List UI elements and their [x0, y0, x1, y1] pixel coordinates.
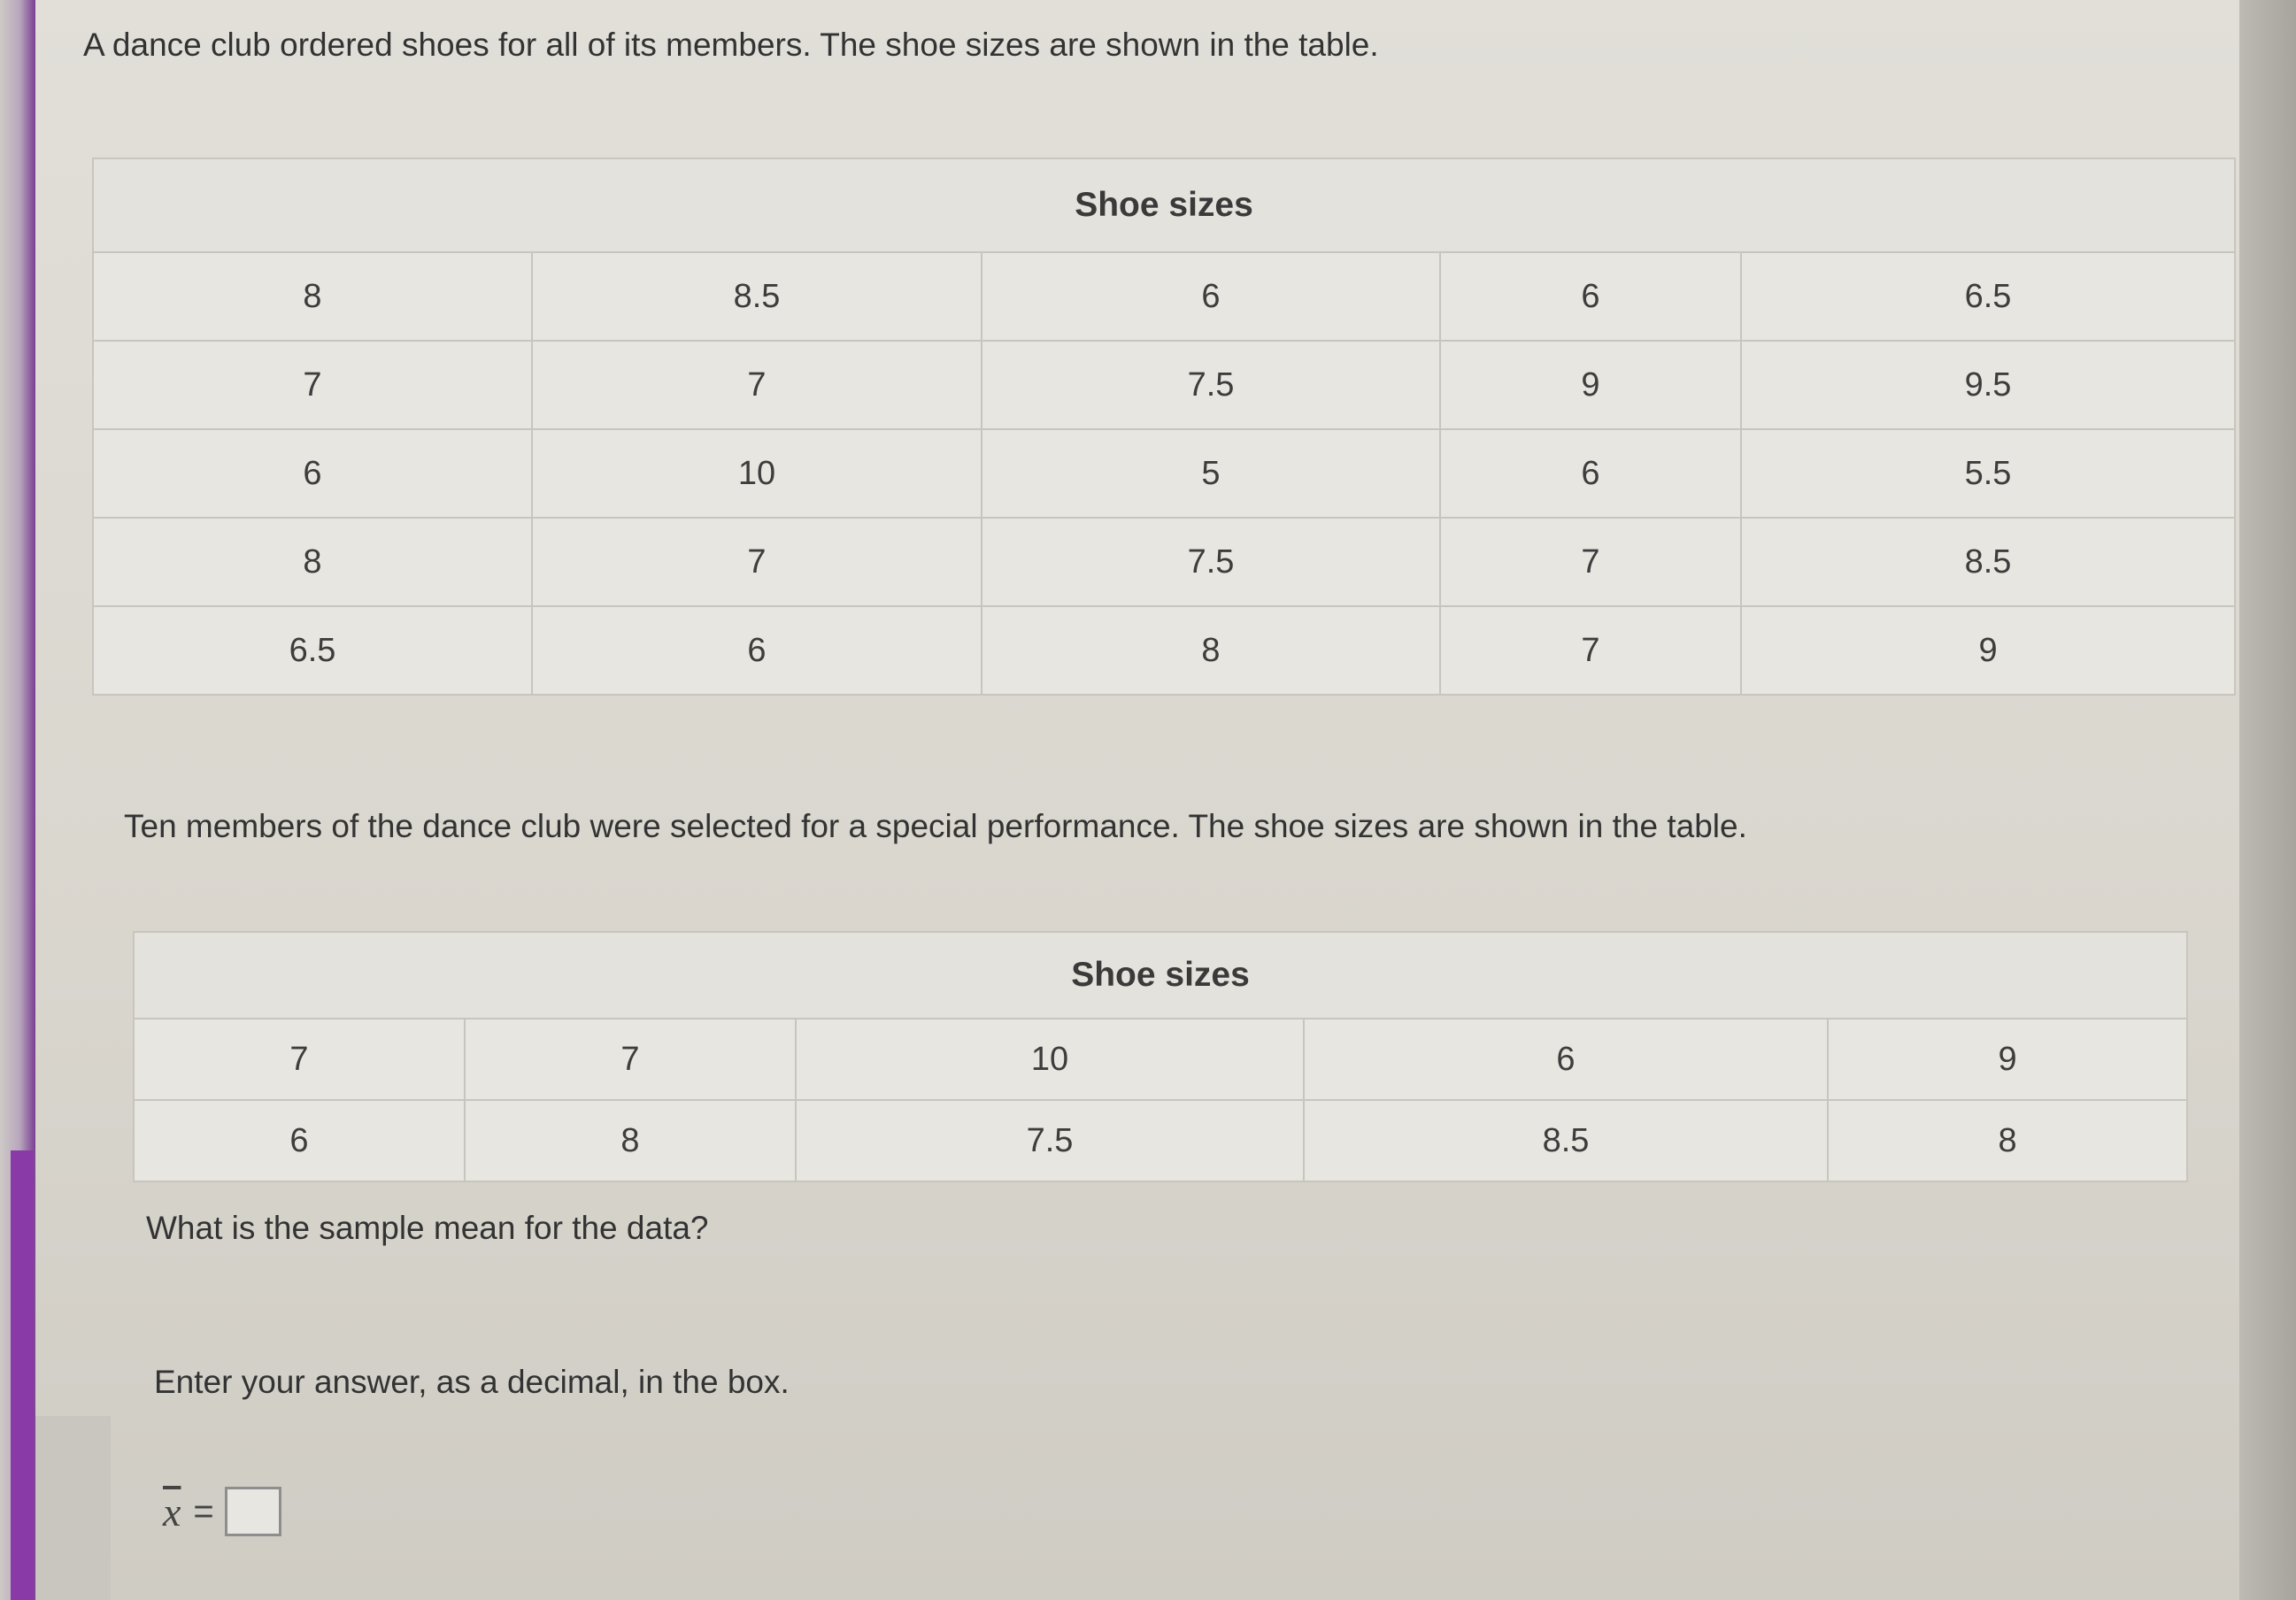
table-cell: 8 [465, 1100, 796, 1181]
table-cell: 6 [982, 252, 1440, 341]
answer-row [163, 1487, 281, 1536]
question-prompt: What is the sample mean for the data? [146, 1210, 709, 1246]
sample-members-table [133, 931, 2188, 1182]
table-cell: 10 [796, 1019, 1304, 1100]
table-cell: 6 [134, 1100, 465, 1181]
table-cell: 8 [93, 518, 532, 606]
table-cell: 9 [1741, 606, 2235, 695]
table-row [134, 1019, 2187, 1100]
table-cell: 5 [982, 429, 1440, 518]
table-cell: 7.5 [982, 341, 1440, 429]
purple-side-bar [11, 1150, 34, 1600]
table-cell: 8.5 [1304, 1100, 1828, 1181]
table-cell: 10 [532, 429, 982, 518]
x-bar-symbol: $\overline{x}$ [163, 1488, 181, 1535]
table-row [93, 606, 2235, 695]
table-cell: 9 [1440, 341, 1741, 429]
answer-instruction: Enter your answer, as a decimal, in the box. [154, 1364, 790, 1400]
table-cell: 7 [1440, 606, 1741, 695]
table-cell: 7 [532, 518, 982, 606]
answer-input[interactable] [225, 1487, 281, 1536]
table-cell: 9 [1828, 1019, 2187, 1100]
table-title: Shoe sizes [134, 932, 2187, 1019]
table-cell: 8 [982, 606, 1440, 695]
table-cell: 8.5 [1741, 518, 2235, 606]
table-cell: 8 [1828, 1100, 2187, 1181]
table-row [134, 1100, 2187, 1181]
table-cell: 6.5 [1741, 252, 2235, 341]
table-cell: 9.5 [1741, 341, 2235, 429]
table-cell: 6 [1304, 1019, 1828, 1100]
table-cell: 6 [93, 429, 532, 518]
sample-intro-text: Ten members of the dance club were selected for a special performance. The shoe sizes are shown in the table. [124, 808, 1747, 844]
table-cell: 7.5 [982, 518, 1440, 606]
table-cell: 7 [532, 341, 982, 429]
intro-text: A dance club ordered shoes for all of its members. The shoe sizes are shown in the table. [83, 27, 1379, 63]
table-row [93, 252, 2235, 341]
table-row [93, 341, 2235, 429]
table-cell: 5.5 [1741, 429, 2235, 518]
table-cell: 7 [134, 1019, 465, 1100]
table-row [93, 429, 2235, 518]
table-cell: 7 [1440, 518, 1741, 606]
table-cell: 6 [532, 606, 982, 695]
right-window-edge [2239, 0, 2296, 1600]
table-cell: 6.5 [93, 606, 532, 695]
table-cell: 7 [93, 341, 532, 429]
all-members-table [92, 158, 2236, 696]
table-cell: 6 [1440, 429, 1741, 518]
table-cell: 7.5 [796, 1100, 1304, 1181]
table-cell: 8.5 [532, 252, 982, 341]
table-cell: 6 [1440, 252, 1741, 341]
equals-sign: = [193, 1491, 214, 1531]
table-cell: 7 [465, 1019, 796, 1100]
table-cell: 8 [93, 252, 532, 341]
table-row [93, 518, 2235, 606]
table-title: Shoe sizes [93, 158, 2235, 252]
panel-shadow [35, 1416, 111, 1600]
